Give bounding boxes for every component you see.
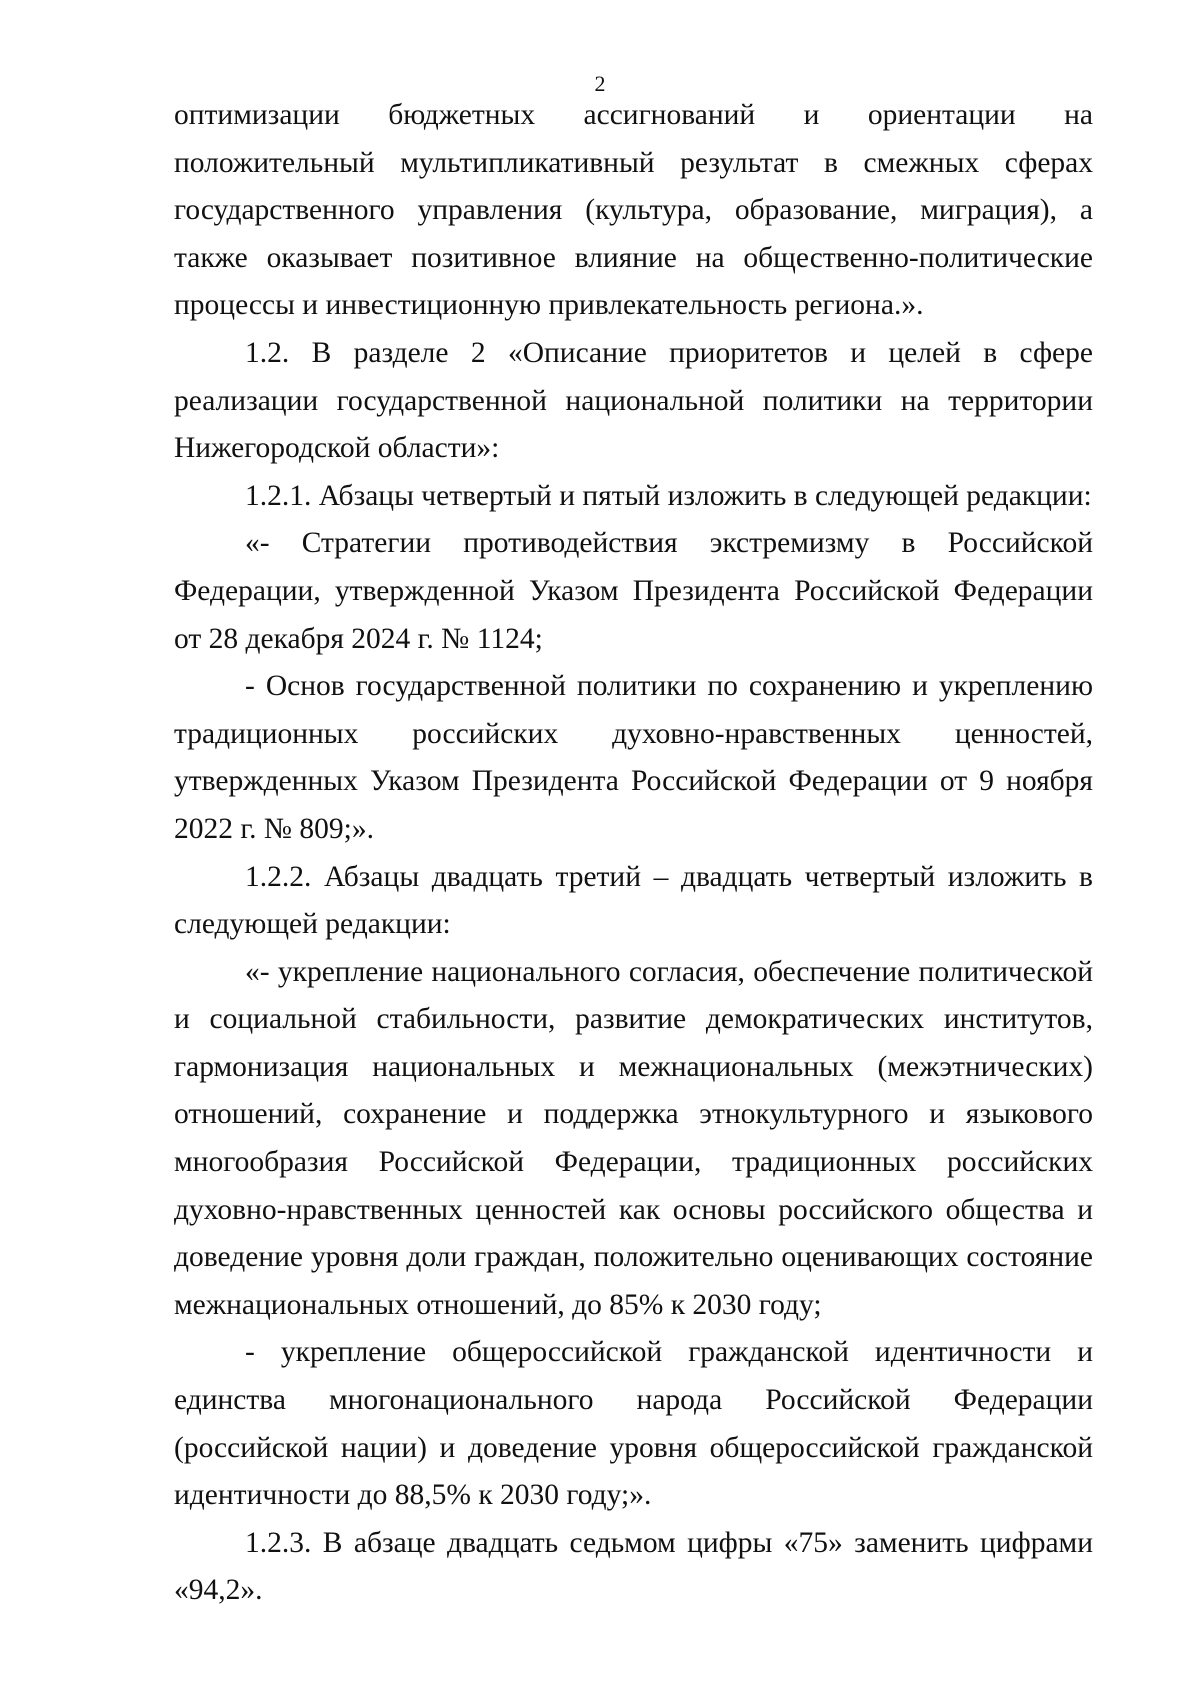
paragraph-item-1-2-3: 1.2.3. В абзаце двадцать седьмом цифры «75» заменить цифрами «94,2». — [174, 1526, 1093, 1607]
paragraph-national-harmony: «- укрепление национального согласия, обеспечение политической и социальной стабильности, развитие демократических институтов, гармонизация национальных и межнациональных (межэтнических) отношений, сохранение и поддержка этнокультурного и языкового многообразия Российской Федерации, традиционных российских духовно-нравственных ценностей как основы российского общества и доведение уровня доли граждан, положительно оценивающих состояние межнациональных отношений, до 85% к 2030 году; — [174, 955, 1093, 1321]
paragraph-strategy-extremism: «- Стратегии противодействия экстремизму в Российской Федерации, утвержденной Указом Президента Российской Федерации от 28 декабря 2024 г. № 1124; — [174, 527, 1093, 655]
paragraph-continuation: оптимизации бюджетных ассигнований и ориентации на положительный мультипликативный результат в смежных сферах государственного управления (культура, образование, миграция), а также оказывает позитивное влияние на общественно-политические процессы и инвестиционную привлекательность региона.». — [174, 99, 1093, 322]
paragraph-civic-identity: - укрепление общероссийской гражданской идентичности и единства многонационального народа Российской Федерации (российской нации) и доведение уровня общероссийской гражданской идентичности до 88,5% к 2030 году;». — [174, 1336, 1093, 1512]
page-number: 2 — [594, 71, 606, 96]
paragraph-item-1-2-1: 1.2.1. Абзацы четвертый и пятый изложить в следующей редакции: — [245, 479, 1092, 512]
paragraph-section-1-2: 1.2. В разделе 2 «Описание приоритетов и целей в сфере реализации государственной национальной политики на территории Нижегородской области»: — [174, 336, 1093, 465]
paragraph-item-1-2-2: 1.2.2. Абзацы двадцать третий – двадцать четвертый изложить в следующей редакции: — [174, 860, 1093, 941]
paragraph-foundations-values: - Основ государственной политики по сохранению и укреплению традиционных российских духовно-нравственных ценностей, утвержденных Указом Президента Российской Федерации от 9 ноября 2022 г. № 809;». — [174, 670, 1093, 845]
document-body — [174, 92, 1093, 1615]
